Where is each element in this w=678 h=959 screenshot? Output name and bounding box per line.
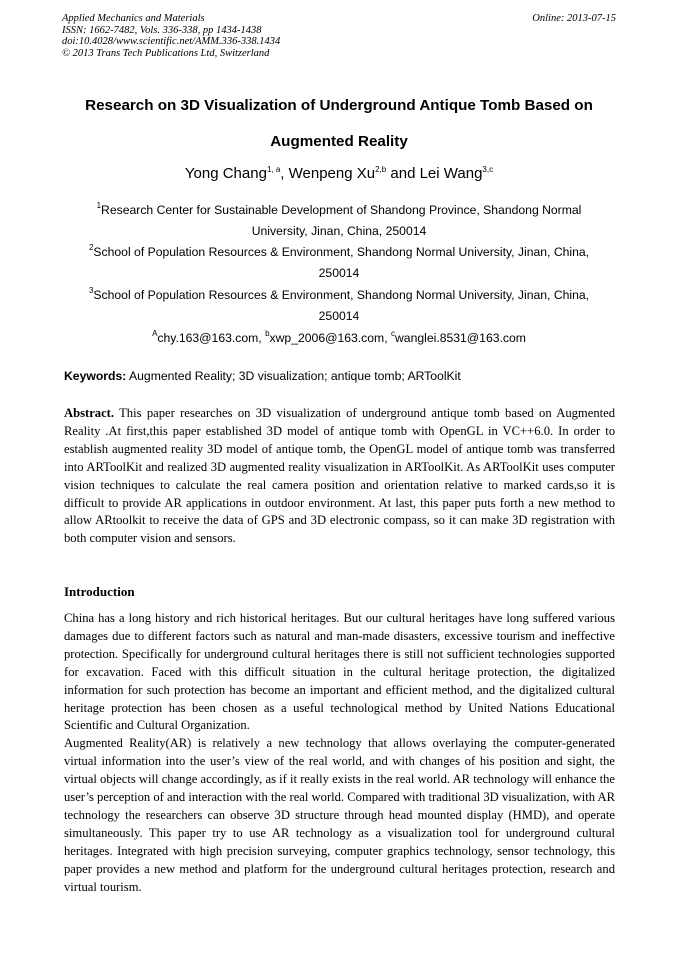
affiliation-line: 250014 <box>318 266 360 280</box>
affiliation-2 <box>64 242 614 284</box>
author-superscript: 1, a <box>266 165 281 174</box>
issn-line: ISSN: 1662-7482, Vols. 336-338, pp 1434-1438 <box>62 24 262 36</box>
author-name: Lei Wang <box>419 165 483 182</box>
affiliation-superscript: 1 <box>96 201 102 210</box>
introduction-body <box>64 610 615 897</box>
author-separator: , <box>280 165 289 182</box>
affiliation-line: School of Population Resources & Environment, Shandong Normal University, Jinan, China, <box>93 288 590 302</box>
author-separator: and <box>386 165 420 182</box>
online-date: Online: 2013-07-15 <box>532 13 616 24</box>
paragraph: China has a long history and rich historical heritages. But our cultural heritages have long suffered various damages due to different factors such as natural and man-made disasters, excessive tourism and ineffective protection. Specifically for underground cultural heritages there is still not sufficient technologies supported for excavation. Faced with this difficult situation in the cultural heritage protection, the digitalized information for such protection has become an important and efficient method, and the digitalized cultural heritage protection has been chosen as a useful technological method by United Nations Educational Scientific and Cultural Organization. <box>64 611 615 733</box>
affiliation-superscript: 3 <box>88 286 94 295</box>
email-superscript: b <box>265 329 270 338</box>
email-address: xwp_2006@163.com, <box>269 331 391 345</box>
keywords-text: Augmented Reality; 3D visualization; antique tomb; ARToolKit <box>126 369 461 383</box>
paragraph: Augmented Reality(AR) is relatively a new technology that allows overlaying the computer-generated virtual information into the user’s view of the real world, and with changes of his position and sight, the virtual objects will change accordingly, as if it really exists in the real world. AR technology will enhance the user’s perception of and interaction with the real world. Compared with traditional 3D visualization, with AR technology the researchers can observe 3D structure through head mounted display (HMD), and operate simultaneously. This paper try to use AR technology as a visualization tool for underground cultural heritages. Integrated with high precision surveying, computer graphics technology, sensor technology, this paper provides a new method and platform for the underground cultural heritages protection, research and virtual tourism. <box>64 736 615 894</box>
section-heading-introduction: Introduction <box>64 584 135 599</box>
author-name: Yong Chang <box>184 165 267 182</box>
email-address: chy.163@163.com, <box>157 331 266 345</box>
journal-header <box>62 13 616 59</box>
abstract-text: This paper researches on 3D visualization of underground antique tomb based on Augmented Reality .At first,this paper established 3D model of antique tomb with OpenGL in VC++6.0. In order to establish augmented reality 3D model of antique tomb, the OpenGL model of antique tomb was transferred into ARToolKit and realized 3D augmented reality visualization in ARToolKit. As ARToolKit uses computer vision techniques to calculate the real camera position and orientation relative to marked cards,so it is difficult to provide AR applications in outdoor environment. At last, this paper puts forth a new method to allow ARtoolkit to receive the data of GPS and 3D electronic compass, so it can make 3D registration with both computer vision and sensors. <box>64 406 615 546</box>
email-list <box>64 329 614 347</box>
affiliation-1 <box>64 200 614 242</box>
affiliation-line: Research Center for Sustainable Development of Shandong Province, Shandong Normal <box>101 203 582 217</box>
affiliation-3 <box>64 285 614 327</box>
author-list <box>40 164 638 184</box>
doi-line: doi:10.4028/www.scientific.net/AMM.336-338.1434 <box>62 36 281 47</box>
author-name: Wenpeng Xu <box>288 165 376 182</box>
email-superscript: A <box>152 329 158 338</box>
affiliation-line: School of Population Resources & Environment, Shandong Normal University, Jinan, China, <box>93 245 590 259</box>
author-superscript: 2,b <box>375 165 387 174</box>
keywords <box>64 368 618 384</box>
affiliation-line: 250014 <box>318 309 360 323</box>
affiliation-line: University, Jinan, China, 250014 <box>251 224 427 238</box>
affiliation-superscript: 2 <box>88 243 94 252</box>
author-superscript: 3,c <box>482 165 494 174</box>
keywords-label: Keywords: <box>64 369 127 383</box>
email-address: wanglei.8531@163.com <box>394 331 526 345</box>
journal-name: Applied Mechanics and Materials <box>62 13 205 24</box>
abstract <box>64 405 615 548</box>
title-line-2: Augmented Reality <box>270 133 408 150</box>
abstract-label: Abstract. <box>64 406 115 420</box>
email-superscript: c <box>390 329 395 338</box>
copyright-line: © 2013 Trans Tech Publications Ltd, Switzerland <box>62 47 270 59</box>
title-line-1: Research on 3D Visualization of Underground Antique Tomb Based on <box>85 97 593 114</box>
paper-title <box>50 88 628 160</box>
